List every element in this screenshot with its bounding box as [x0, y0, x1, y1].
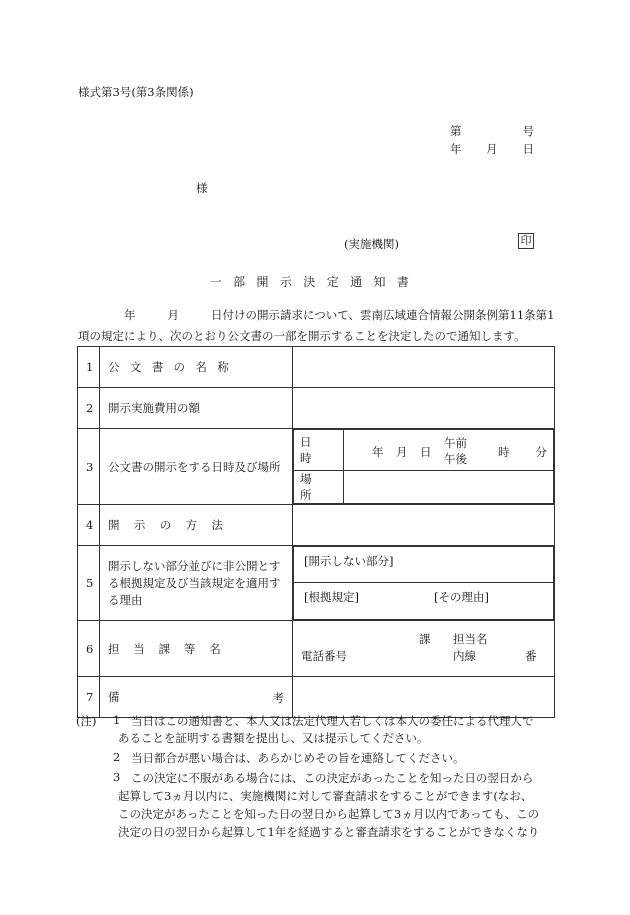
reason-label: [その理由] — [434, 590, 489, 604]
intro-month: 月 — [167, 308, 179, 322]
row-value — [293, 388, 555, 429]
row-label: 開示実施費用の額 — [100, 388, 293, 429]
note-line: 決定の日の翌日から起算して1年を経過すると審査請求をすることができなくなり — [118, 825, 540, 839]
row-number: 6 — [78, 621, 100, 677]
place-label: 場所 — [294, 471, 344, 504]
contact-cell — [293, 621, 555, 677]
row-number: 4 — [78, 505, 100, 546]
dt-am: 午前 — [444, 436, 467, 450]
dt-pm: 午後 — [444, 452, 467, 466]
place-value — [344, 471, 554, 504]
undisclosed-cell — [293, 546, 555, 621]
datetime-place-cell — [293, 429, 555, 505]
doc-no-suffix: 号 — [522, 124, 534, 138]
note-number: 1 — [113, 713, 121, 727]
date-month: 月 — [486, 142, 498, 156]
table-row — [78, 546, 555, 621]
row-number: 1 — [78, 347, 100, 388]
seal-mark: 印 — [518, 233, 534, 249]
dt-hour: 時 — [498, 445, 510, 459]
dt-year: 年 — [372, 445, 384, 459]
intro-line-1-text: 日付けの開示請求について、雲南広域連合情報公開条例第11条第1 — [211, 308, 555, 322]
implementing-agency: (実施機関) — [344, 237, 399, 251]
undisclosed-part: [開示しない部分] — [294, 547, 554, 583]
person-label: 担当名 — [453, 632, 488, 646]
datetime-place-grid — [293, 429, 554, 504]
row-label: 公文書の名称 — [100, 347, 293, 388]
intro-line-1 — [124, 307, 555, 323]
note-line: この決定があったことを知った日の翌日から起算して3ヵ月以内であっても、この — [118, 807, 540, 821]
note-line: あることを証明する書類を提出し、又は提示してください。 — [118, 731, 429, 745]
row-value — [293, 347, 555, 388]
row-value — [293, 677, 555, 718]
addressee: 様 — [196, 181, 208, 195]
datetime-value — [344, 430, 554, 471]
remarks-left: 備 — [108, 690, 120, 704]
doc-no-prefix: 第 — [450, 124, 462, 138]
table-row — [78, 429, 555, 505]
table-row — [78, 505, 555, 546]
table-row — [78, 621, 555, 677]
row-number: 2 — [78, 388, 100, 429]
row-value — [293, 505, 555, 546]
issue-date — [450, 141, 534, 155]
intro-line-2: 項の規定により、次のとおり公文書の一部を開示することを決定したので通知します。 — [78, 329, 526, 343]
row-label — [100, 677, 293, 718]
table-row — [78, 677, 555, 718]
section-label: 課 — [419, 632, 431, 646]
note-number: 2 — [113, 750, 121, 764]
basis-reason — [294, 583, 554, 620]
dt-month: 月 — [396, 445, 408, 459]
number-suffix: 番 — [525, 649, 537, 663]
row-label: 開示の方法 — [100, 505, 293, 546]
note-number: 3 — [113, 770, 121, 784]
remarks-right: 考 — [272, 691, 284, 705]
note-line: 当日はこの通知書と、本人又は法定代理人若しくは本人の委任による代理人で — [131, 714, 534, 728]
notes-prefix: (注) — [76, 714, 97, 728]
row-label: 開示しない部分並びに非公開とする根拠規定及び当該規定を適用する理由 — [100, 546, 293, 621]
note-line: 起算して3ヵ月以内に、実施機関に対して審査請求をすることができます(なお、 — [118, 789, 533, 803]
basis-label: [根拠規定] — [304, 590, 359, 604]
extension-label: 内線 — [453, 649, 476, 663]
form-number: 様式第3号(第3条関係) — [78, 85, 194, 99]
table-row — [78, 347, 555, 388]
undisclosed-grid — [293, 546, 554, 620]
table-row — [78, 388, 555, 429]
date-day: 日 — [522, 142, 534, 156]
row-label: 担当課等名 — [100, 621, 293, 677]
row-number: 3 — [78, 429, 100, 505]
dt-minute: 分 — [535, 445, 547, 459]
notice-table — [77, 346, 555, 718]
phone-label: 電話番号 — [301, 649, 347, 663]
dt-day: 日 — [420, 445, 432, 459]
datetime-label: 日時 — [294, 430, 344, 471]
row-number: 7 — [78, 677, 100, 718]
note-line: この決定に不服がある場合には、この決定があったことを知った日の翌日から — [131, 771, 534, 785]
document-number — [450, 123, 534, 137]
intro-year: 年 — [124, 308, 136, 322]
row-label: 公文書の開示をする日時及び場所 — [100, 429, 293, 505]
date-year: 年 — [450, 142, 462, 156]
note-line: 当日都合が悪い場合は、あらかじめその旨を連絡してください。 — [131, 751, 465, 765]
document-title: 一部開示決定通知書 — [209, 275, 421, 289]
row-number: 5 — [78, 546, 100, 621]
